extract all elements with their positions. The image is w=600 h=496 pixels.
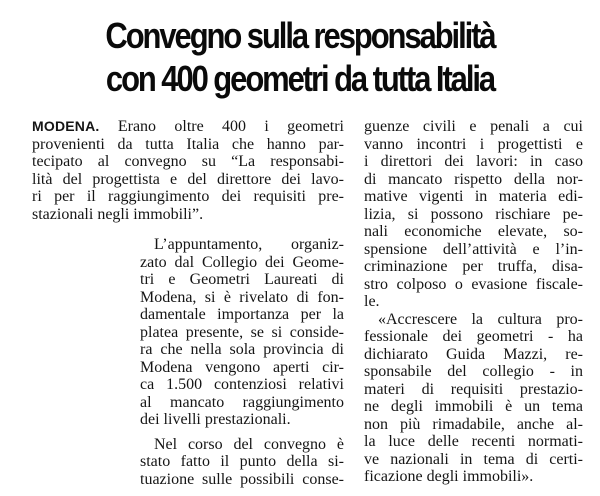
lead-line: tecipato al convegno su “La responsabi- — [32, 153, 344, 170]
text-line: sponsabile del collegio - in — [364, 363, 583, 380]
text-line: dichiarato Guida Mazzi, re- — [364, 345, 583, 363]
lead-line-1 — [32, 118, 344, 136]
text-line: mative vigenti in materia edi- — [364, 188, 583, 205]
text-line: L’appuntamento, organiz- — [154, 236, 344, 253]
lead-paragraph — [32, 118, 344, 223]
text-line: dei livelli prestazionali. — [140, 411, 291, 428]
text-line: stro colposo o evasione fiscale- — [364, 275, 583, 293]
middle-paragraph-1 — [140, 236, 344, 429]
text-line: «Accrescere la cultura pro- — [378, 310, 583, 328]
lead-line: ri per il raggiungimento dei requisiti pre- — [32, 188, 344, 205]
text-line: ve nazionali in tema di certi- — [364, 450, 583, 468]
text-line: Modena, si è rivelato di fon- — [140, 288, 344, 306]
text-line: ca 1.500 contenziosi relativi — [140, 376, 344, 393]
text-line: guenze civili e penali a cui — [364, 118, 583, 135]
lead-line-1-text: Erano oltre 400 i geometri — [99, 118, 344, 135]
headline — [42, 14, 558, 100]
dateline: MODENA. — [32, 118, 100, 134]
text-line: spensione dell’attività e l’in- — [364, 240, 583, 258]
middle-paragraph-2 — [140, 436, 344, 489]
text-line: materi di requisiti prestazio- — [364, 380, 583, 398]
right-paragraph-2 — [364, 311, 583, 486]
text-line: ficazione degli immobili». — [364, 468, 534, 485]
text-line: tri e Geometri Laureati di — [140, 271, 344, 288]
text-line: i direttori dei lavori: in caso — [364, 153, 583, 170]
text-line: le. — [364, 293, 380, 310]
text-line: al mancato raggiungimento — [140, 393, 344, 411]
text-line: nali economiche elevate, so- — [364, 223, 583, 240]
text-line: damentale importanza per la — [140, 306, 344, 323]
right-paragraph-1 — [364, 118, 583, 311]
text-line: Nel corso del convegno è — [154, 435, 344, 453]
right-column — [364, 118, 583, 486]
text-line: la luce delle recenti normati- — [364, 433, 583, 450]
text-line: vanno incontri i progettisti e — [364, 135, 583, 153]
headline-line-2: con 400 geometri da tutta Italia — [105, 58, 495, 99]
text-line: ne degli immobili è un tema — [364, 398, 583, 415]
text-line: Modena vengono aperti cir- — [140, 358, 344, 376]
text-line: criminazione per truffa, disa- — [364, 258, 583, 275]
text-line: lizia, si possono rischiare pe- — [364, 205, 583, 223]
lead-line: stazionali negli immobili”. — [32, 205, 204, 223]
headline-line-1: Convegno sulla responsabilità — [105, 15, 495, 56]
lead-line: lità del progettista e del direttore dei lavo- — [32, 170, 344, 188]
text-line: fessionale dei geometri - ha — [364, 328, 583, 345]
text-line: non più rimadabile, anche al- — [364, 415, 583, 433]
text-line: tuazione sulle possibili conse- — [140, 470, 344, 488]
text-line: platea presente, se si conside- — [140, 323, 344, 341]
text-line: ra che nella sola provincia di — [140, 341, 344, 358]
text-line: di mancato rispetto della nor- — [364, 170, 583, 188]
text-line: stato fatto il punto della si- — [140, 453, 344, 470]
text-line: zato dal Collegio dei Geome- — [140, 253, 344, 271]
middle-column — [140, 236, 344, 488]
lead-line: provenienti da tutta Italia che hanno par- — [32, 135, 344, 153]
